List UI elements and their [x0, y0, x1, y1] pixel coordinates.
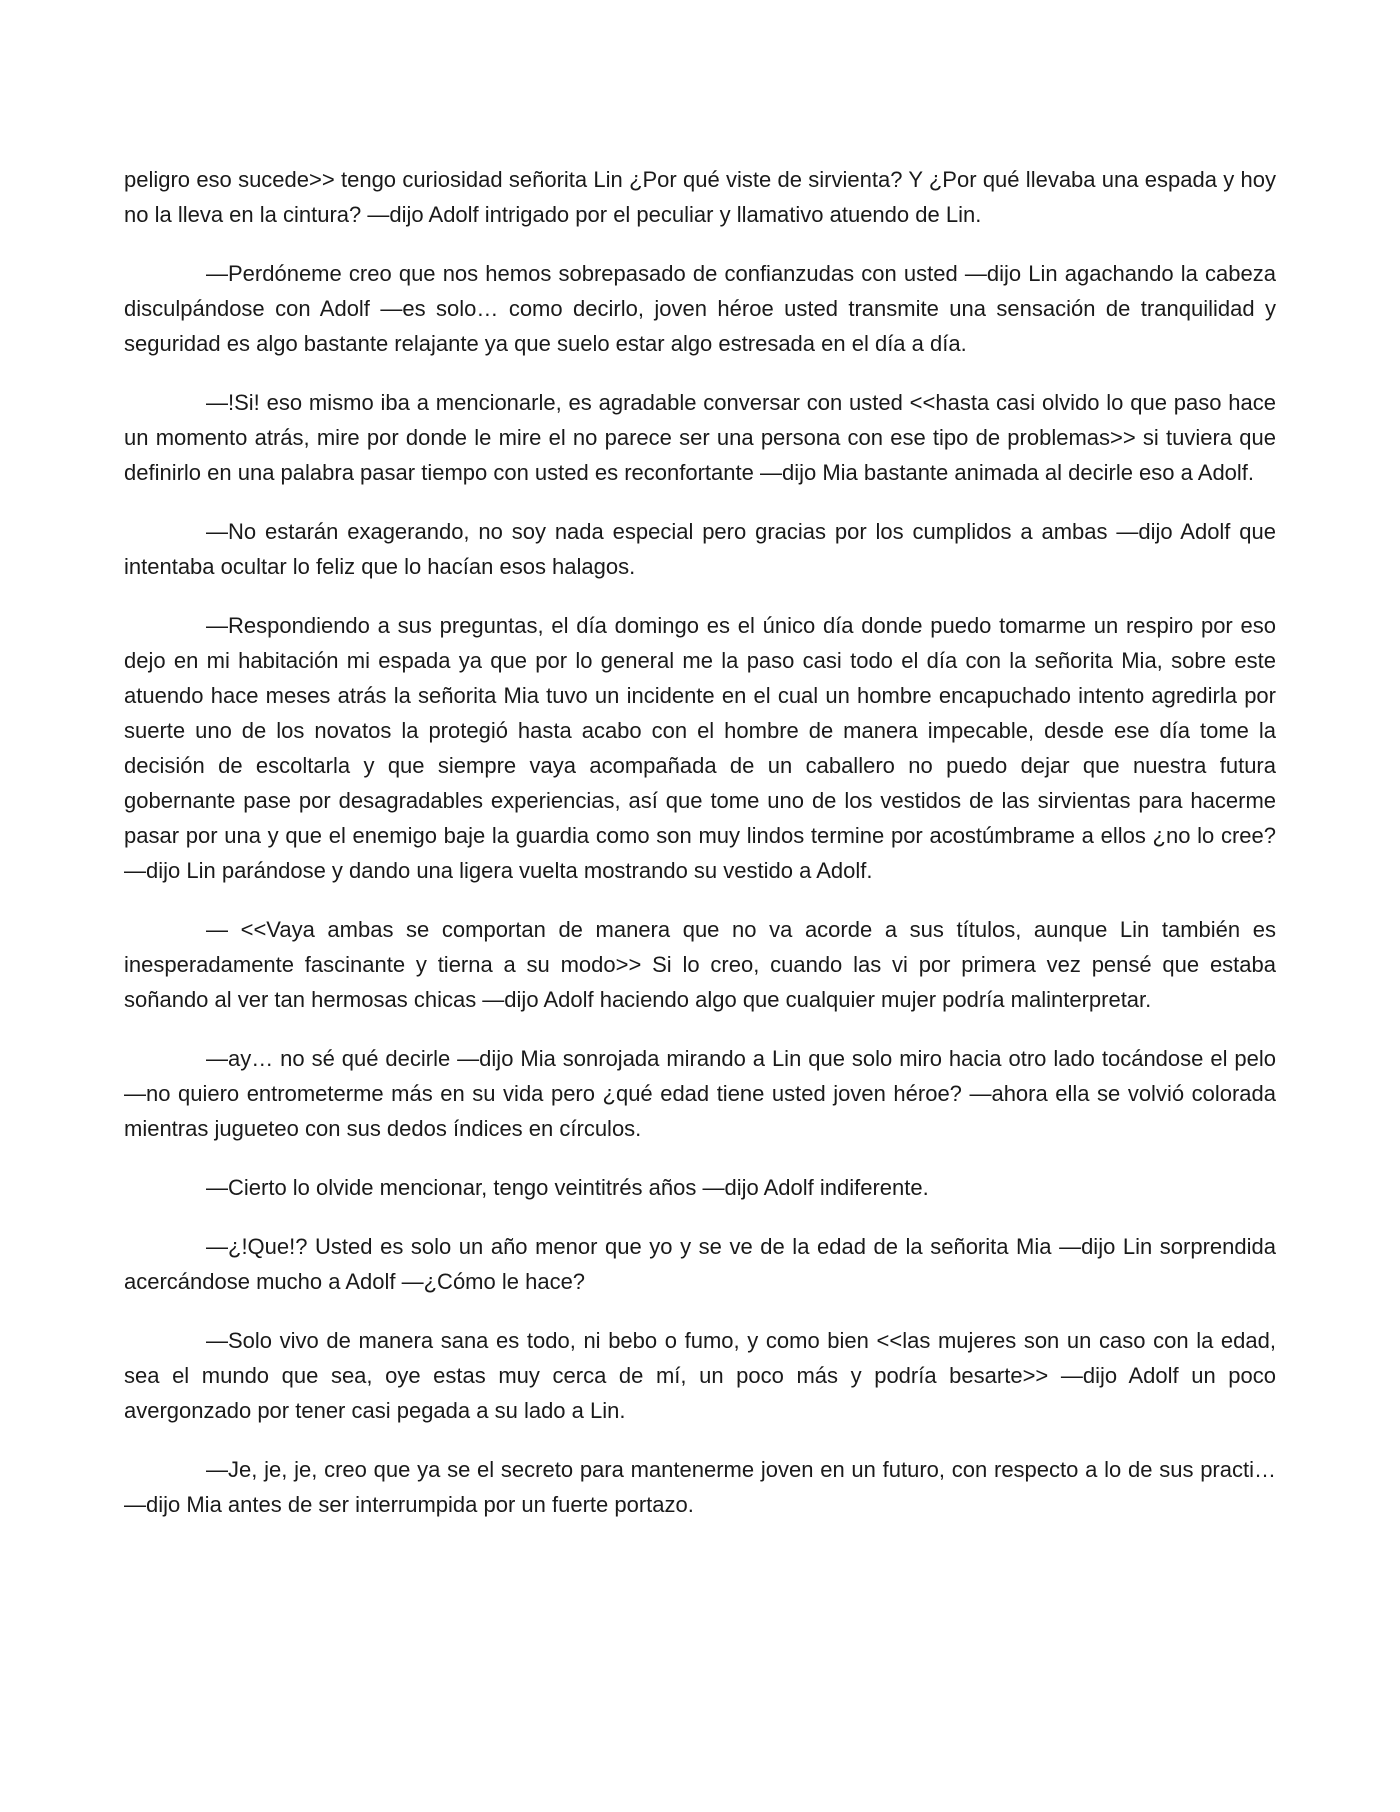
paragraph: —Cierto lo olvide mencionar, tengo veintitrés años —dijo Adolf indiferente. — [206, 1175, 929, 1200]
paragraph: peligro eso sucede>> tengo curiosidad señorita Lin ¿Por qué viste de sirvienta? Y ¿Por qué llevaba una espada y hoy no la lleva en la cintura? —dijo Adolf intrigado por el peculiar y llamativo atuendo de Lin. — [124, 167, 1276, 227]
paragraph: —Respondiendo a sus preguntas, el día domingo es el único día donde puedo tomarme un respiro por eso dejo en mi habitación mi espada ya que por lo general me la paso casi todo el día con la señorita Mia, sobre este atuendo hace meses atrás la señorita Mia tuvo un incidente en el cual un hombre encapuchado intento agredirla por suerte uno de los novatos la protegió hasta acabo con el hombre de manera impecable, desde ese día tome la decisión de escoltarla y que siempre vaya acompañada de un caballero no puedo dejar que nuestra futura gobernante pase por desagradables experiencias, así que tome uno de los vestidos de las sirvientas para hacerme pasar por una y que el enemigo baje la guardia como son muy lindos termine por acostúmbrame a ellos ¿no lo cree? —dijo Lin parándose y dando una ligera vuelta mostrando su vestido a Adolf. — [124, 613, 1276, 883]
paragraph: —ay… no sé qué decirle —dijo Mia sonrojada mirando a Lin que solo miro hacia otro lado tocándose el pelo —no quiero entrometerme más en su vida pero ¿qué edad tiene usted joven héroe? —ahora ella se volvió colorada mientras jugueteo con sus dedos índices en círculos. — [124, 1046, 1276, 1141]
paragraph: —¿!Que!? Usted es solo un año menor que yo y se ve de la edad de la señorita Mia —dijo Lin sorprendida acercándose mucho a Adolf —¿Cómo le hace? — [124, 1234, 1276, 1294]
paragraph: —No estarán exagerando, no soy nada especial pero gracias por los cumplidos a ambas —dijo Adolf que intentaba ocultar lo feliz que lo hacían esos halagos. — [124, 519, 1276, 579]
document-body — [124, 162, 1276, 1546]
paragraph: —!Si! eso mismo iba a mencionarle, es agradable conversar con usted <<hasta casi olvido lo que paso hace un momento atrás, mire por donde le mire el no parece ser una persona con ese tipo de problemas>> si tuviera que definirlo en una palabra pasar tiempo con usted es reconfortante —dijo Mia bastante animada al decirle eso a Adolf. — [124, 390, 1276, 485]
paragraph: —Je, je, je, creo que ya se el secreto para mantenerme joven en un futuro, con respecto a lo de sus practi… —dijo Mia antes de ser interrumpida por un fuerte portazo. — [124, 1457, 1276, 1517]
paragraph: — <<Vaya ambas se comportan de manera que no va acorde a sus títulos, aunque Lin también es inesperadamente fascinante y tierna a su modo>> Si lo creo, cuando las vi por primera vez pensé que estaba soñando al ver tan hermosas chicas —dijo Adolf haciendo algo que cualquier mujer podría malinterpretar. — [124, 917, 1276, 1012]
paragraph: —Solo vivo de manera sana es todo, ni bebo o fumo, y como bien <<las mujeres son un caso con la edad, sea el mundo que sea, oye estas muy cerca de mí, un poco más y podría besarte>> —dijo Adolf un poco avergonzado por tener casi pegada a su lado a Lin. — [124, 1328, 1276, 1423]
paragraph: —Perdóneme creo que nos hemos sobrepasado de confianzudas con usted —dijo Lin agachando la cabeza disculpándose con Adolf —es solo… como decirlo, joven héroe usted transmite una sensación de tranquilidad y seguridad es algo bastante relajante ya que suelo estar algo estresada en el día a día. — [124, 261, 1276, 356]
